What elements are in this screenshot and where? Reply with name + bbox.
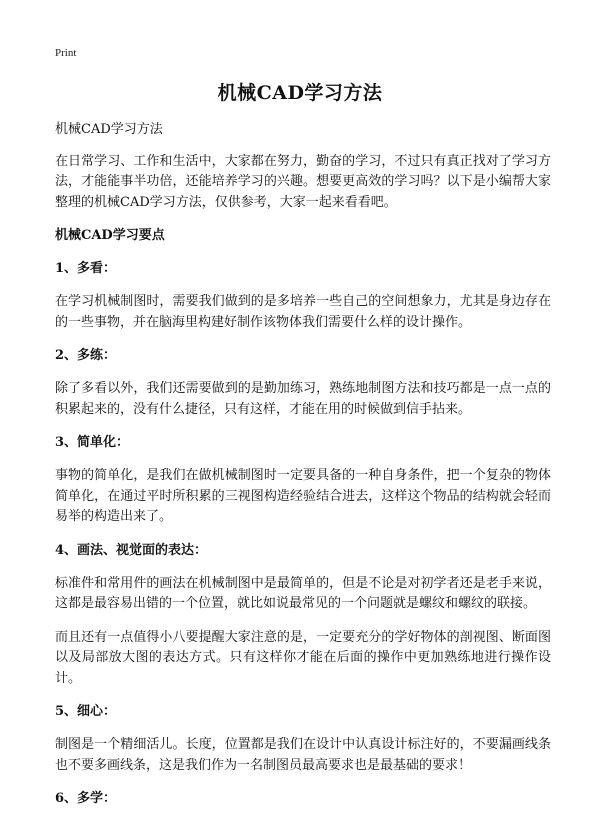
point-paragraph-4a: 标准件和常用件的画法在机械制图中是最简单的，但是不论是对初学者还是老手来说，这都是最容易出错的一个位置，就比如说最常见的一个问题就是螺纹和螺纹的联接。 xyxy=(55,575,551,611)
intro-paragraph: 在日常学习、工作和生活中，大家都在努力，勤奋的学习，不过只有真正找对了学习方法，才能能事半功倍，还能培养学习的兴趣。想要更高效的学习吗？以下是小编帮大家整理的机械CAD学习方法，仅供参考，大家一起来看看吧。 xyxy=(55,153,551,210)
point-paragraph-4b: 而且还有一点值得小八要提醒大家注意的是，一定要充分的学好物体的剖视图、断面图以及局部放大图的表达方式。只有这样你才能在后面的操作中更加熟练地进行操作设计。 xyxy=(55,629,551,686)
print-label[interactable]: Print xyxy=(55,47,77,59)
point-heading-5: 5、细心： xyxy=(55,704,117,719)
point-heading-4: 4、画法、视觉面的表达： xyxy=(55,542,208,558)
point-heading-3: 3、简单化： xyxy=(55,435,130,450)
document-body xyxy=(55,120,551,822)
point-paragraph-1: 在学习机械制图时，需要我们做到的是多培养一些自己的空间想象力，尤其是身边存在的一些事物，并在脑海里构建好制作该物体我们需要什么样的设计操作。 xyxy=(55,294,551,330)
point-heading-6: 6、多学： xyxy=(55,791,117,806)
document-subtitle: 机械CAD学习方法 xyxy=(55,122,163,137)
point-heading-1: 1、多看： xyxy=(55,261,117,276)
point-heading-2: 2、多练： xyxy=(55,348,117,363)
point-paragraph-3: 事物的简单化，是我们在做机械制图时一定要具备的一种自身条件，把一个复杂的物体简单化，在通过平时所积累的三视图构造经验结合进去，这样这个物品的结构就会轻而易举的构造出来了。 xyxy=(55,468,551,524)
section-heading: 机械CAD学习要点 xyxy=(55,228,165,243)
document-title: 机械CAD学习方法 xyxy=(217,82,383,104)
point-paragraph-2: 除了多看以外，我们还需要做到的是勤加练习，熟练地制图方法和技巧都是一点一点的积累起来的，没有什么捷径，只有这样，才能在用的时候做到信手拈来。 xyxy=(55,381,551,417)
point-paragraph-5: 制图是一个精细活儿。长度，位置都是我们在设计中认真设计标注好的，不要漏画线条也不要多画线条，这是我们作为一名制图员最高要求也是最基础的要求！ xyxy=(55,737,551,773)
